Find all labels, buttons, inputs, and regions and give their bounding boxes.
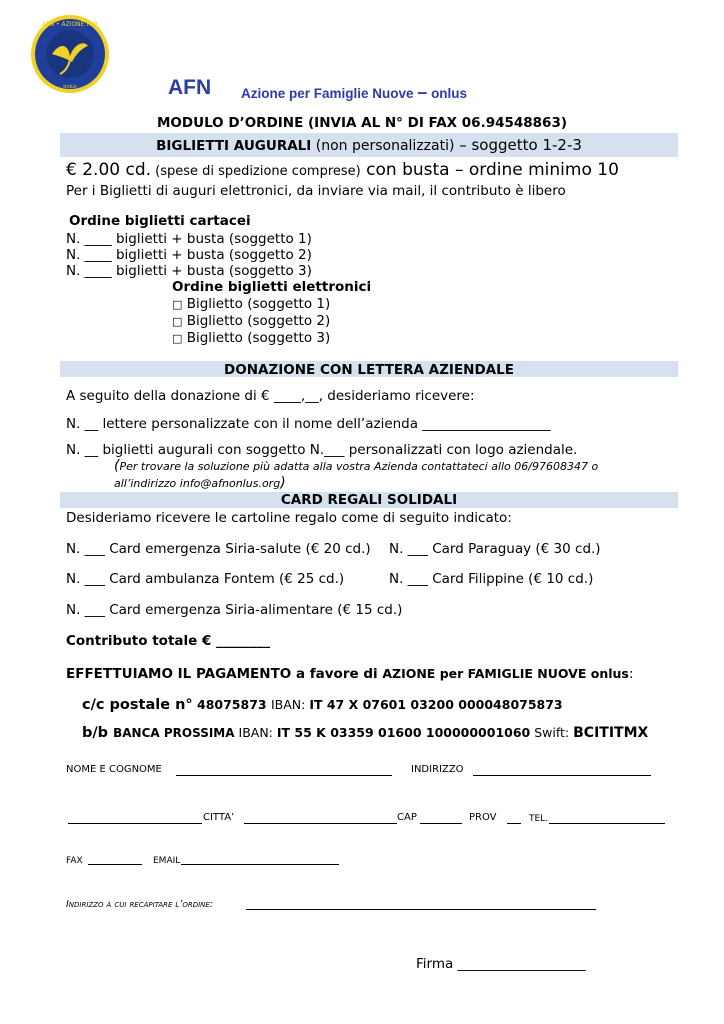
card-line[interactable]: N. ___ Card emergenza Siria-salute (€ 20 cd.) [66, 541, 371, 557]
paper-order-line[interactable]: N. ____ biglietti + busta (soggetto 1) [66, 231, 312, 247]
note-paren: ) [280, 475, 286, 491]
checkbox-icon[interactable]: □ [172, 315, 183, 328]
label-citta: CITTA’ [203, 812, 235, 823]
card-line[interactable]: N. ___ Card Filippine (€ 10 cd.) [389, 571, 594, 587]
afn-subtitle [241, 82, 467, 103]
donation-line[interactable]: A seguito della donazione di € ____,__, desideriamo ricevere: [66, 388, 475, 404]
label-indirizzo: INDIRIZZO [411, 764, 464, 775]
payment-colon: : [628, 666, 634, 682]
svg-text:onlus: onlus [63, 84, 77, 90]
bank-name: BANCA PROSSIMA [113, 726, 235, 740]
bank-label: b/b [82, 725, 114, 741]
recapito-field[interactable] [246, 897, 596, 910]
firma-line[interactable]: Firma ___________________ [416, 956, 586, 972]
total-contribution[interactable]: Contributo totale € ________ [66, 633, 271, 649]
e-order-label: Biglietto (soggetto 3) [186, 330, 331, 346]
postal-iban-word: IBAN: [270, 697, 310, 712]
section-band-biglietti [60, 133, 678, 157]
e-order-label: Biglietto (soggetto 1) [186, 296, 331, 312]
bank-iban: IT 55 K 03359 01600 100000001060 [276, 725, 531, 740]
postal-number: 48075873 [192, 697, 271, 712]
cards-intro: Desideriamo ricevere le cartoline regalo come di seguito indicato: [66, 510, 512, 526]
afn-acronym: AFN [168, 76, 212, 99]
payment-heading [66, 666, 633, 682]
label-prov: PROV [469, 812, 497, 823]
bank-account [82, 725, 648, 741]
label-fax: FAX [66, 856, 83, 866]
paper-order-line[interactable]: N. ____ biglietti + busta (soggetto 3) [66, 263, 312, 279]
donation-note [114, 458, 598, 474]
subtitle-prefix: Azione per Famiglie Nuove [241, 86, 418, 101]
field-before-citta[interactable] [68, 811, 202, 824]
band2-text: DONAZIONE CON LETTERA AZIENDALE [224, 362, 514, 378]
afn-logo [30, 14, 110, 94]
checkbox-icon[interactable]: □ [172, 332, 183, 345]
donation-note-1: Per trovare la soluzione più adatta alla vostra Azienda contattateci allo 06/97608347 o [119, 460, 599, 473]
price-line [66, 160, 619, 180]
note-paren: ( [114, 458, 120, 474]
indirizzo-field[interactable] [473, 763, 651, 776]
paper-order-heading: Ordine biglietti cartacei [69, 213, 251, 229]
bank-iban-word: IBAN: [234, 725, 277, 740]
postal-account [82, 697, 563, 713]
band3-text: CARD REGALI SOLIDALI [280, 492, 458, 508]
paper-order-line[interactable]: N. ____ biglietti + busta (soggetto 2) [66, 247, 312, 263]
label-email: EMAIL [153, 856, 181, 866]
payment-beneficiary: AZIONE per FAMIGLIE NUOVE onlus [382, 666, 629, 681]
card-line[interactable]: N. ___ Card Paraguay (€ 30 cd.) [389, 541, 601, 557]
price-note: (spese di spedizione comprese) [151, 164, 361, 179]
section-band-donazione [60, 361, 678, 377]
e-order-label: Biglietto (soggetto 2) [186, 313, 331, 329]
band1-normal: (non personalizzati) [311, 138, 455, 154]
donation-line[interactable]: N. __ biglietti augurali con soggetto N.___ personalizzati con logo aziendale. [66, 442, 578, 458]
svg-text:AFN • AZIONE PER: AFN • AZIONE PER [42, 21, 98, 28]
band1-suffix: – soggetto 1-2-3 [454, 136, 582, 154]
subtitle-suffix: onlus [427, 86, 468, 101]
section-band-card [60, 492, 678, 508]
card-line[interactable]: N. ___ Card ambulanza Fontem (€ 25 cd.) [66, 571, 345, 587]
cap-field[interactable] [420, 811, 462, 824]
postal-label: c/c postale n° [82, 697, 193, 713]
nome-field[interactable] [176, 763, 392, 776]
postal-iban: IT 47 X 07601 03200 000048075873 [309, 697, 563, 712]
card-line[interactable]: N. ___ Card emergenza Siria-alimentare (€ 15 cd.) [66, 602, 403, 618]
label-tel: TEL. [529, 814, 549, 824]
donation-note [114, 475, 286, 491]
price-amount: € 2.00 cd. [66, 160, 152, 180]
fax-field[interactable] [88, 852, 142, 865]
email-field[interactable] [181, 852, 339, 865]
e-order-option[interactable] [172, 313, 330, 329]
prov-field[interactable] [507, 811, 521, 824]
donation-line[interactable]: N. __ lettere personalizzate con il nome dell’azienda ___________________ [66, 416, 551, 432]
e-order-option[interactable] [172, 296, 330, 312]
band1-text [60, 136, 678, 154]
swift-code: BCITITMX [573, 725, 649, 741]
label-nome: NOME E COGNOME [66, 764, 162, 775]
donation-note-2: all’indirizzo info@afnonlus.org [114, 477, 281, 490]
page-title: MODULO D’ORDINE (INVIA AL N° DI FAX 06.94548863) [156, 115, 568, 131]
citta-field[interactable] [244, 811, 397, 824]
checkbox-icon[interactable]: □ [172, 298, 183, 311]
electronic-note: Per i Biglietti di auguri elettronici, da inviare via mail, il contributo è libero [66, 183, 566, 199]
e-order-option[interactable] [172, 330, 330, 346]
tel-field[interactable] [549, 811, 665, 824]
payment-heading-text: EFFETTUIAMO IL PAGAMENTO a favore di [66, 666, 383, 682]
label-cap: CAP [397, 812, 417, 823]
label-recapito: Indirizzo a cui recapitare l’ordine: [66, 899, 214, 910]
e-order-heading: Ordine biglietti elettronici [172, 279, 372, 295]
subtitle-dash: – [417, 82, 428, 102]
band1-bold: BIGLIETTI AUGURALI [156, 138, 312, 154]
price-rest: con busta – ordine minimo 10 [360, 160, 619, 180]
swift-word: Swift: [530, 725, 574, 740]
